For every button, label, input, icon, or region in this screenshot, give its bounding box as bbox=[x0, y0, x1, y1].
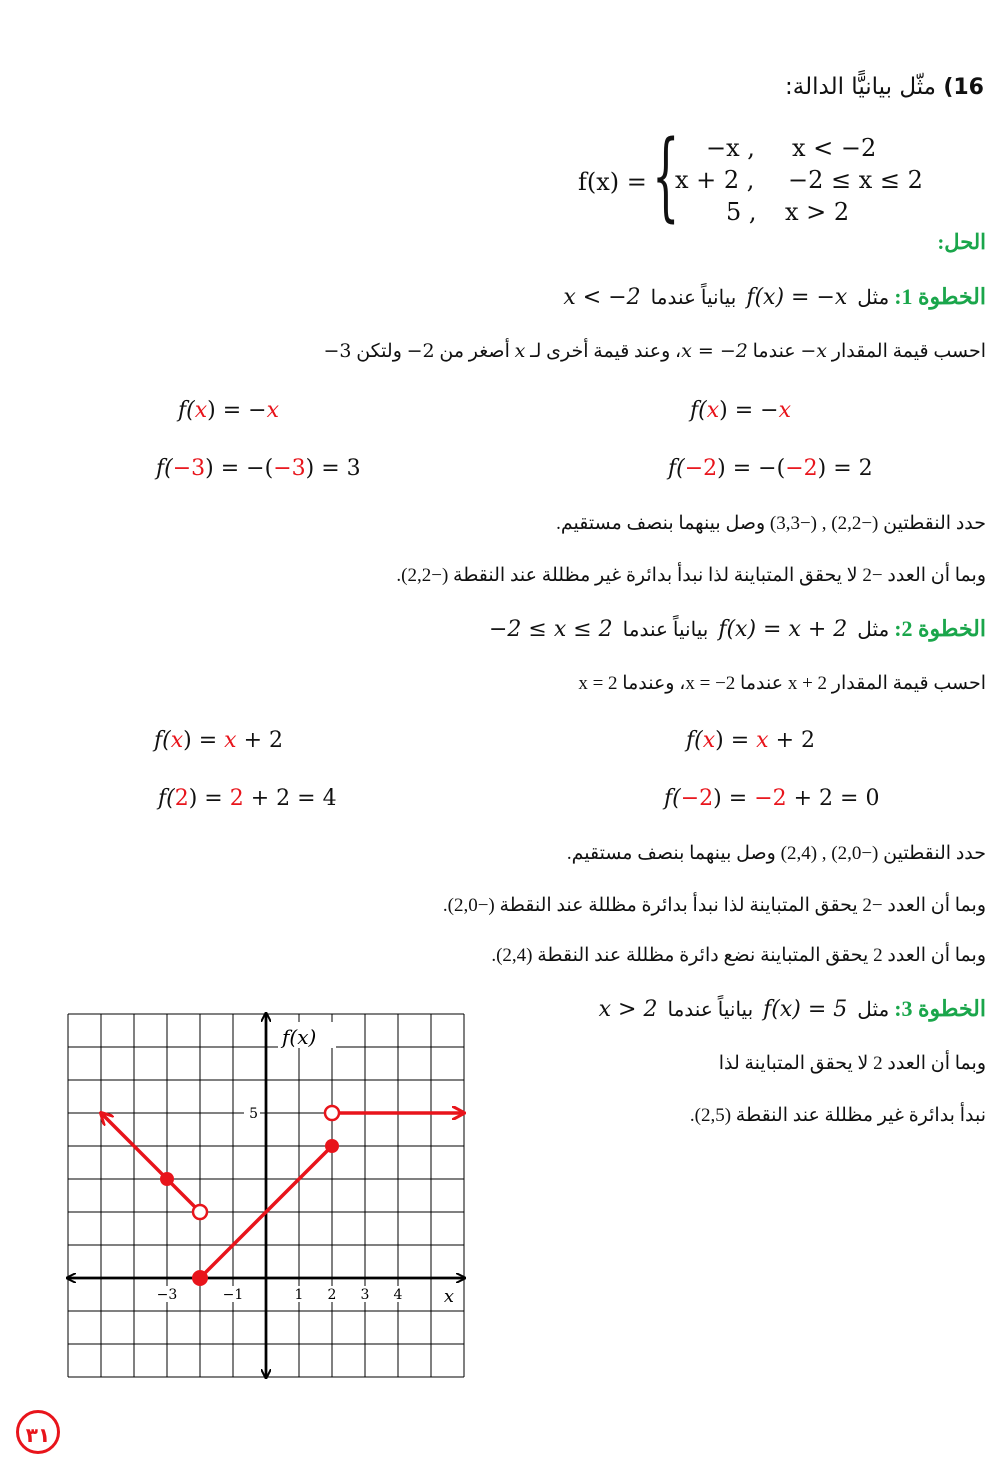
eq-var: x bbox=[194, 398, 208, 423]
step2-eq-left-2 bbox=[158, 786, 337, 811]
step2-calc-line: احسب قيمة المقدار x + 2 عندما x = −2، وعندما x = 2 bbox=[578, 673, 986, 694]
step1-calc-var: x bbox=[514, 340, 526, 362]
step2-when: بيانياً عندما bbox=[622, 619, 709, 641]
eq-part: ) = bbox=[188, 786, 230, 811]
graph-axes bbox=[68, 1014, 464, 1377]
step1-eq-left-2 bbox=[156, 456, 361, 481]
step1-label: الخطوة 1: bbox=[894, 284, 986, 309]
eq-part: f( bbox=[664, 786, 681, 811]
eq-part: f( bbox=[154, 728, 171, 753]
step2-circle-line-2: وبما أن العدد 2 يحقق المتباينة نضع دائرة مظللة عند النقطة (2,4). bbox=[491, 945, 986, 966]
step3-line-1: وبما أن العدد 2 لا يحقق المتباينة لذا bbox=[718, 1053, 986, 1074]
step2-eq-left-1 bbox=[154, 728, 283, 753]
eq-part: f( bbox=[686, 728, 703, 753]
eq-part: ) = − bbox=[719, 398, 779, 423]
step3-func: f(x) = 5 bbox=[763, 997, 848, 1022]
eq-part: + 2 bbox=[236, 728, 284, 753]
eq-part: f( bbox=[690, 398, 707, 423]
ray-piece-1 bbox=[101, 1113, 200, 1212]
step2-verb: مثل bbox=[857, 619, 890, 641]
step1-calc-intro: احسب قيمة المقدار bbox=[831, 341, 986, 362]
eq-part: ) = bbox=[713, 786, 755, 811]
case-3-cond: x > 2 bbox=[785, 198, 850, 226]
point-filled bbox=[192, 1270, 208, 1286]
x-tick-label: −1 bbox=[222, 1287, 244, 1303]
eq-var: x bbox=[706, 398, 720, 423]
eq-part: f( bbox=[158, 786, 175, 811]
eq-part: ) = −( bbox=[205, 456, 274, 481]
point-open bbox=[193, 1205, 207, 1219]
eq-part: ) = 3 bbox=[305, 456, 361, 481]
step1-calc-let: ولتكن bbox=[356, 341, 402, 362]
step1-func: f(x) = −x bbox=[746, 285, 848, 310]
x-tick-label: 4 bbox=[393, 1287, 403, 1303]
eq-val: −3 bbox=[273, 456, 306, 481]
step2-cond: −2 ≤ x ≤ 2 bbox=[488, 617, 613, 642]
eq-part: ) = 2 bbox=[817, 456, 873, 481]
eq-var: x bbox=[702, 728, 716, 753]
eq-val: −2 bbox=[680, 786, 714, 811]
piecewise-brace: { bbox=[652, 120, 680, 232]
piecewise-lhs: f(x) = bbox=[578, 168, 647, 196]
step2-header bbox=[489, 616, 986, 642]
eq-val: 2 bbox=[229, 786, 244, 811]
step3-label: الخطوة 3: bbox=[894, 996, 986, 1021]
step1-calc-less: أصغر من bbox=[439, 341, 510, 362]
step2-label: الخطوة 2: bbox=[894, 616, 986, 641]
step1-calc-expr: −x bbox=[800, 340, 828, 362]
eq-part: f( bbox=[178, 398, 195, 423]
solution-label: الحل: bbox=[937, 230, 986, 254]
eq-part: ) = −( bbox=[717, 456, 786, 481]
case-3-expr: 5 , bbox=[726, 198, 757, 226]
eq-part: + 2 bbox=[768, 728, 816, 753]
step2-eq-right-2 bbox=[664, 786, 879, 811]
x-axis-label: x bbox=[443, 1286, 455, 1307]
eq-val: −2 bbox=[684, 456, 718, 481]
step3-when: بيانياً عندما bbox=[667, 999, 754, 1021]
step1-eq-left-1 bbox=[178, 398, 279, 423]
step1-calc-line bbox=[323, 340, 986, 363]
step3-verb: مثل bbox=[857, 999, 890, 1021]
step1-calc-when: عندما bbox=[752, 341, 796, 362]
eq-var: x bbox=[224, 728, 237, 753]
step1-points-line: حدد النقطتين (−2,2) , (−3,3) وصل بينهما بنصف مستقيم. bbox=[556, 513, 986, 534]
step1-calc-m3: −3 bbox=[323, 340, 352, 362]
eq-val: −3 bbox=[172, 456, 206, 481]
case-2-cond: −2 ≤ x ≤ 2 bbox=[788, 166, 923, 194]
step1-header bbox=[563, 284, 986, 310]
eq-part: ) = − bbox=[207, 398, 267, 423]
eq-part: f( bbox=[156, 456, 173, 481]
eq-var: x bbox=[778, 398, 792, 423]
eq-val: −2 bbox=[754, 786, 787, 811]
x-tick-label: 2 bbox=[327, 1287, 337, 1303]
step3-header bbox=[599, 996, 986, 1022]
eq-val: −2 bbox=[785, 456, 818, 481]
graph-labels bbox=[157, 1022, 458, 1307]
step3-line-2: نبدأ بدائرة غير مظللة عند النقطة (2,5). bbox=[689, 1105, 986, 1126]
step1-cond: x < −2 bbox=[563, 285, 641, 310]
page-number: ٣١ bbox=[16, 1410, 60, 1454]
eq-part: ) = bbox=[715, 728, 757, 753]
x-tick-label: 3 bbox=[360, 1287, 370, 1303]
eq-var: x bbox=[756, 728, 769, 753]
step1-calc-rest: ، وعند قيمة أخرى لـ bbox=[530, 341, 682, 362]
step3-cond: x > 2 bbox=[598, 997, 658, 1022]
eq-var: x bbox=[170, 728, 184, 753]
eq-part: f( bbox=[668, 456, 685, 481]
step2-func: f(x) = x + 2 bbox=[718, 617, 848, 642]
question-header bbox=[785, 74, 984, 100]
case-1-expr: −x , bbox=[706, 134, 755, 162]
point-filled bbox=[160, 1172, 174, 1186]
step2-eq-right-1 bbox=[686, 728, 815, 753]
eq-var: x bbox=[266, 398, 280, 423]
point-filled bbox=[325, 1139, 339, 1153]
y-axis-label: f(x) bbox=[282, 1025, 317, 1049]
eq-part: + 2 = 4 bbox=[243, 786, 337, 811]
case-2-expr: x + 2 , bbox=[675, 166, 755, 194]
x-tick-label: −3 bbox=[156, 1287, 178, 1303]
case-1-cond: x < −2 bbox=[792, 134, 877, 162]
step1-verb: مثل bbox=[857, 287, 890, 309]
question-number: 16) bbox=[943, 75, 984, 100]
step2-points-line: حدد النقطتين (−2,0) , (2,4) وصل بينهما بنصف مستقيم. bbox=[566, 843, 986, 864]
step1-eq-right-2 bbox=[668, 456, 873, 481]
graph-plot bbox=[101, 1106, 464, 1286]
step1-calc-eq: x = −2 bbox=[681, 340, 748, 362]
eq-val: 2 bbox=[174, 786, 189, 811]
y-tick-label: 5 bbox=[249, 1106, 258, 1122]
step1-when: بيانياً عندما bbox=[650, 287, 737, 309]
x-tick-label: 1 bbox=[294, 1287, 304, 1303]
step1-circle-line: وبما أن العدد −2 لا يحقق المتباينة لذا نبدأ بدائرة غير مظللة عند النقطة (−2,2). bbox=[396, 565, 986, 586]
function-graph bbox=[66, 1012, 468, 1394]
question-prompt: مثّل بيانيًّا الدالة: bbox=[785, 74, 936, 100]
point-open bbox=[325, 1106, 339, 1120]
step1-calc-m2: −2 bbox=[406, 340, 435, 362]
eq-part: ) = bbox=[183, 728, 225, 753]
eq-part: + 2 = 0 bbox=[786, 786, 880, 811]
step2-circle-line-1: وبما أن العدد −2 يحقق المتباينة لذا نبدأ بدائرة مظللة عند النقطة (−2,0). bbox=[442, 895, 986, 916]
step1-eq-right-1 bbox=[690, 398, 791, 423]
